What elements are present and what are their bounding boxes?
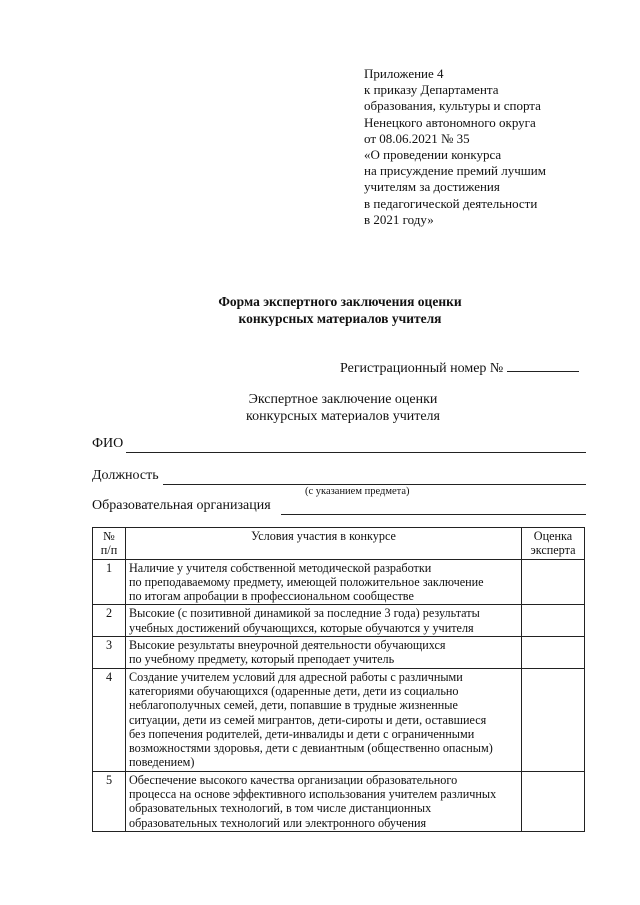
condition-line: Высокие результаты внеурочной деятельности обучающихся bbox=[129, 638, 446, 653]
criteria-table bbox=[92, 527, 585, 832]
header-score-line: Оценка bbox=[533, 529, 573, 543]
row-number: 2 bbox=[93, 605, 126, 637]
condition-line: Обеспечение высокого качества организации образовательного bbox=[129, 772, 458, 787]
condition-line: образовательных технологий, в том числе дистанционных bbox=[129, 801, 432, 816]
header-number-line: п/п bbox=[100, 543, 118, 558]
condition-line: без попечения родителей, дети-инвалиды и дети с ограниченными bbox=[129, 726, 475, 741]
condition-line: образовательных технологий или электронного обучения bbox=[129, 815, 427, 830]
position-input-line[interactable] bbox=[163, 483, 586, 485]
fio-label: ФИО bbox=[92, 436, 124, 451]
condition-line: по итогам апробации в профессиональном сообществе bbox=[129, 589, 414, 604]
row-condition bbox=[126, 605, 522, 637]
header-number-line: № bbox=[103, 529, 115, 543]
conclusion-title-line: Экспертное заключение оценки bbox=[248, 392, 438, 407]
row-condition bbox=[126, 668, 522, 771]
appendix-line: на присуждение премий лучшим bbox=[364, 163, 546, 179]
condition-line: поведением) bbox=[129, 755, 195, 770]
table-row bbox=[93, 668, 585, 771]
condition-line: Создание учителем условий для адресной работы с различными bbox=[129, 669, 463, 684]
registration-input-line[interactable] bbox=[507, 358, 579, 372]
row-number: 3 bbox=[93, 637, 126, 669]
condition-line: по учебному предмету, который преподает учитель bbox=[129, 652, 395, 667]
header-conditions: Условия участия в конкурсе bbox=[126, 528, 522, 560]
condition-line: возможностями здоровья, дети с девиантным (общественно опасным) bbox=[129, 741, 493, 756]
appendix-line: в педагогической деятельности bbox=[364, 195, 538, 211]
appendix-line: от 08.06.2021 № 35 bbox=[364, 130, 470, 146]
organization-label: Образовательная организация bbox=[92, 498, 271, 513]
row-number: 5 bbox=[93, 771, 126, 831]
row-condition bbox=[126, 771, 522, 831]
score-cell[interactable] bbox=[522, 668, 585, 771]
table-row bbox=[93, 559, 585, 605]
fio-input-line[interactable] bbox=[126, 451, 586, 453]
score-cell[interactable] bbox=[522, 559, 585, 605]
form-title bbox=[0, 293, 640, 327]
table-row bbox=[93, 771, 585, 831]
form-title-line: конкурсных материалов учителя bbox=[238, 311, 442, 326]
row-condition bbox=[126, 559, 522, 605]
condition-line: Наличие у учителя собственной методической разработки bbox=[129, 560, 432, 575]
condition-line: ситуации, дети из семей мигрантов, дети-сироты и дети, оставшиеся bbox=[129, 712, 487, 727]
condition-line: категориями обучающихся (одаренные дети, дети из социально bbox=[129, 683, 459, 698]
condition-line: процесса на основе эффективного использования учителем различных bbox=[129, 787, 497, 802]
position-hint: (с указанием предмета) bbox=[305, 486, 410, 497]
condition-line: по преподаваемому предмету, имеющей положительное заключение bbox=[129, 574, 484, 589]
condition-line: неблагополучных семей, дети, попавшие в трудные жизненные bbox=[129, 698, 458, 713]
row-number: 1 bbox=[93, 559, 126, 605]
form-title-line: Форма экспертного заключения оценки bbox=[218, 294, 462, 309]
appendix-line: к приказу Департамента bbox=[364, 82, 499, 98]
conclusion-title-line: конкурсных материалов учителя bbox=[246, 409, 440, 424]
conclusion-title bbox=[0, 391, 640, 425]
header-score bbox=[522, 528, 585, 560]
appendix-block bbox=[364, 66, 614, 228]
appendix-line: «О проведении конкурса bbox=[364, 147, 502, 163]
score-cell[interactable] bbox=[522, 605, 585, 637]
score-cell[interactable] bbox=[522, 637, 585, 669]
condition-line: Высокие (с позитивной динамикой за последние 3 года) результаты bbox=[129, 606, 480, 621]
appendix-line: в 2021 году» bbox=[364, 211, 434, 227]
table-row bbox=[93, 605, 585, 637]
table-header-row bbox=[93, 528, 585, 560]
row-condition bbox=[126, 637, 522, 669]
position-label: Должность bbox=[92, 468, 159, 483]
registration-number bbox=[340, 358, 579, 377]
appendix-line: Приложение 4 bbox=[364, 66, 444, 81]
header-number bbox=[93, 528, 126, 560]
score-cell[interactable] bbox=[522, 771, 585, 831]
registration-label: Регистрационный номер № bbox=[340, 361, 504, 376]
condition-line: учебных достижений обучающихся, которые обучаются у учителя bbox=[129, 620, 474, 635]
row-number: 4 bbox=[93, 668, 126, 771]
header-score-line: эксперта bbox=[530, 543, 576, 558]
organization-input-line[interactable] bbox=[281, 513, 586, 515]
appendix-line: учителям за достижения bbox=[364, 179, 500, 195]
table-row bbox=[93, 637, 585, 669]
appendix-line: Ненецкого автономного округа bbox=[364, 114, 536, 130]
appendix-line: образования, культуры и спорта bbox=[364, 98, 541, 114]
